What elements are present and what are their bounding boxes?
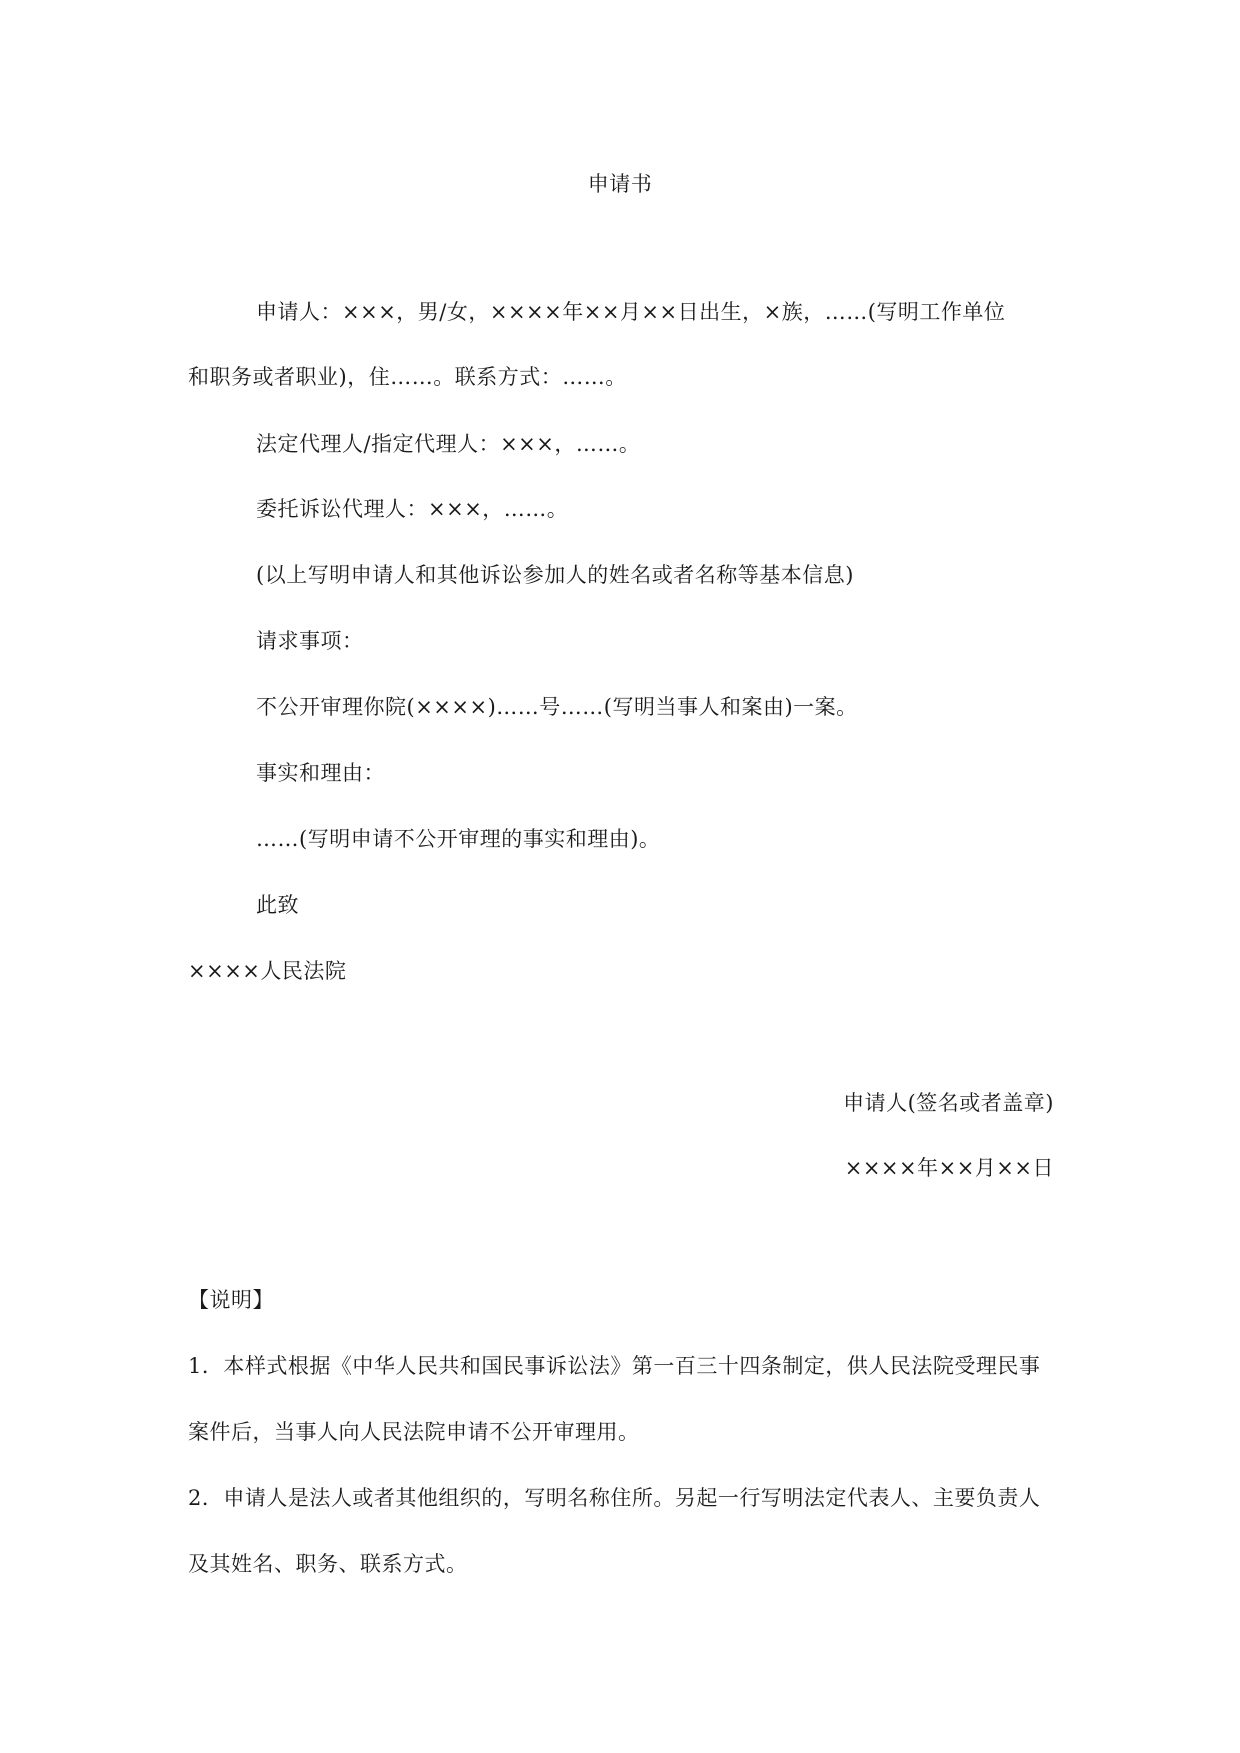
applicant-signature: 申请人(签名或者盖章): [843, 1091, 1054, 1115]
note-2-line-1: 2．申请人是法人或者其他组织的，写明名称住所。另起一行写明法定代表人、主要负责人: [188, 1486, 1041, 1510]
info-note: (以上写明申请人和其他诉讼参加人的姓名或者名称等基本信息): [256, 563, 854, 587]
note-2-line-2: 及其姓名、职务、联系方式。: [188, 1552, 468, 1576]
applicant-line-2: 和职务或者职业)，住……。联系方式：……。: [188, 365, 627, 389]
note-1-line-1: 1．本样式根据《中华人民共和国民事诉讼法》第一百三十四条制定，供人民法院受理民事: [188, 1354, 1041, 1378]
closing-salutation: 此致: [256, 893, 299, 917]
litigation-agent: 委托诉讼代理人：×××，……。: [256, 497, 569, 521]
facts-content: ……(写明申请不公开审理的事实和理由)。: [256, 827, 661, 851]
notes-heading: 【说明】: [188, 1288, 274, 1312]
legal-representative: 法定代理人/指定代理人：×××，……。: [256, 432, 641, 456]
court-name: ××××人民法院: [188, 959, 347, 983]
request-heading: 请求事项：: [256, 629, 364, 653]
note-1-line-2: 案件后，当事人向人民法院申请不公开审理用。: [188, 1420, 640, 1444]
facts-heading: 事实和理由：: [256, 761, 385, 785]
request-content: 不公开审理你院(××××)……号……(写明当事人和案由)一案。: [256, 695, 858, 719]
applicant-line-1: 申请人：×××，男/女，××××年××月××日出生，×族，……(写明工作单位: [256, 300, 1006, 324]
document-title: 申请书: [587, 172, 653, 196]
signature-date: ××××年××月××日: [844, 1156, 1054, 1180]
